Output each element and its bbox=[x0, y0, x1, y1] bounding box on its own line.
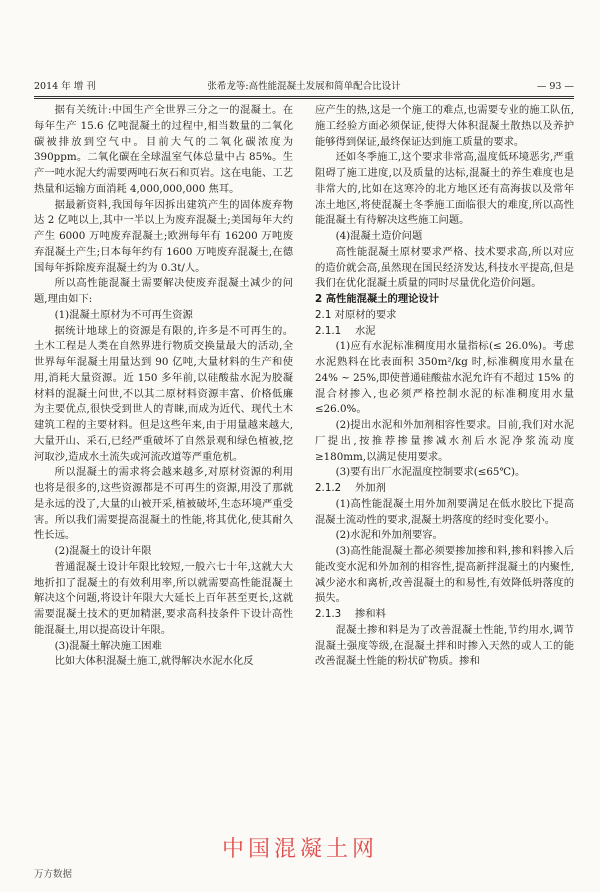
paragraph: (3)要有出厂水泥温度控制要求(≤65℃)。 bbox=[335, 466, 526, 479]
subsubsection-heading bbox=[315, 481, 574, 497]
right-column bbox=[315, 103, 574, 670]
subsubsection-title: 外加剂 bbox=[355, 482, 386, 494]
paragraph: 还如冬季施工,这个要求非常高,温度低环境恶劣,严重阻碍了施工进度,以及质量的达标,混凝土的养生难度也是非常大的,比如在这寒冷的北方地区还有高海拔以及常年冻土地区,将使混凝土冬季施工面临很大的难度,所以高性能混凝土有待解决这些施工问题。 bbox=[315, 151, 574, 227]
journal-issue: 2014 年 增 刊 bbox=[34, 81, 96, 92]
paragraph: (2)水泥和外加剂要容。 bbox=[335, 529, 443, 542]
page-header bbox=[34, 80, 574, 94]
paragraph: 所以混凝土的需求将会越来越多,对原材资源的利用也将是很多的,这些资源都是不可再生的资源,用没了那就是永远的没了,大量的山被开采,植被破坏,生态环境严重受害。所以我们需要提高混凝土的性能,将其优化,使其耐久性长远。 bbox=[34, 466, 293, 542]
paragraph: 所以高性能混凝土需要解决使废弃混凝土减少的问题,理由如下: bbox=[34, 277, 293, 305]
subsubsection-title: 掺和料 bbox=[355, 608, 386, 620]
paragraph: 高性能混凝土原材要求严格、技术要求高,所以对应的造价就会高,虽然现在国民经济发达,科技水平提高,但是我们在优化混凝土质量的同时尽量优化造价问题。 bbox=[315, 245, 574, 290]
subsubsection-number: 2.1.3 bbox=[315, 608, 342, 620]
list-heading: (1)混凝土原材为不可再生资源 bbox=[54, 308, 193, 321]
paragraph: 比如大体积混凝土施工,就得解决水泥水化反 bbox=[54, 655, 254, 668]
subsection-heading: 2.1 对原材的要求 bbox=[315, 308, 397, 321]
subsubsection-number: 2.1.2 bbox=[315, 482, 342, 494]
paragraph: 据有关统计:中国生产全世界三分之一的混凝土。在每年生产 15.6 亿吨混凝土的过程中,相当数量的二氧化碳被排放到空气中。目前大气的二氧化碳浓度为 390ppm。二氧化碳在全球温室气体总量中占 85%。生产一吨水泥大约需要两吨石灰石和页岩。这在电能、工艺热量和运输方面消耗 4,000,000,000 焦耳。 bbox=[34, 104, 293, 195]
paragraph: 据最新资料,我国每年因拆出建筑产生的固体废弃物达 2 亿吨以上,其中一半以上为废弃混凝土;美国每年大约产生 6000 万吨废弃混凝土;欧洲每年有 16200 万吨废弃混凝土产生;日本每年约有 1600 万吨废弃混凝土,在德国每年拆除废弃混凝土约为 0.3t/人。 bbox=[34, 198, 293, 274]
paragraph: 普通混凝土设计年限比较短,一般六七十年,这就大大地折扣了混凝土的有效利用率,所以就需要高性能混凝土解决这个问题,将设计年限大大延长上百年甚至更长,这就需要混凝土技术的更加精湛,要求高科技条件下设计高性能混凝土,用以提高设计年限。 bbox=[34, 560, 293, 636]
subsubsection-heading bbox=[315, 607, 574, 623]
subsubsection-heading bbox=[315, 324, 574, 340]
subsubsection-title: 水泥 bbox=[355, 324, 376, 337]
left-column bbox=[34, 103, 293, 670]
paragraph: 混凝土掺和料是为了改善混凝土性能,节约用水,调节混凝土强度等级,在混凝土拌和时掺入天然的或人工的能改善混凝土性能的粉状矿物质。掺和 bbox=[315, 623, 574, 668]
list-heading: (3)混凝土解决施工困难 bbox=[54, 639, 162, 652]
site-watermark: 中国混凝土网 bbox=[221, 837, 378, 862]
paragraph: (1)高性能混凝土用外加剂要满足在低水胶比下提高混凝土流动性的要求,混凝土坍落度的经时变化要小。 bbox=[315, 497, 574, 526]
paragraph: 应产生的热,这是一个施工的难点,也需要专业的施工队伍,施工经验方面必须保证,使得大体积混凝土散热以及养护能够得到保证,最终保证达到施工质量的要求。 bbox=[315, 104, 574, 148]
header-rule-thick bbox=[34, 96, 574, 97]
paragraph: (2)提出水泥和外加剂相容性要求。目前,我们对水泥厂提出,按推荐掺量掺减水剂后水泥净浆流动度≥180mm,以满足使用要求。 bbox=[315, 419, 574, 463]
page-number: — 93 — bbox=[536, 81, 574, 92]
header-rule-thin bbox=[34, 98, 574, 99]
list-heading: (2)混凝土的设计年限 bbox=[54, 545, 152, 557]
running-title: 张希龙等:高性能混凝土发展和简单配合比设计 bbox=[207, 81, 401, 92]
footer-source: 万方数据 bbox=[34, 869, 73, 880]
subsubsection-number: 2.1.1 bbox=[315, 324, 342, 337]
paragraph: (1)应有水泥标准稠度用水量指标(≤ 26.0%)。考虑水泥熟料在比表面积 350m²/kg 时,标准稠度用水量在 24% ~ 25%,即使普通硅酸盐水泥允许有不超过 15% 的混合材掺入,也必须严格控制水泥的标准稠度用水量≤26.0%。 bbox=[315, 340, 574, 416]
paragraph: 据统计地球上的资源是有限的,许多是不可再生的。土木工程是人类在自然界进行物质交换量最大的活动,全世界每年混凝土用量达到 90 亿吨,大量材料的生产和使用,消耗大量资源。近 150 多年前,以硅酸盐水泥为胶凝材料的混凝土问世,不以其二原材料资源丰富、价格低廉为主要优点,很快受到世人的青睐,而成为近代、现代土木建筑工程的主要材料。但是这些年来,由于用量越来越大,大量开山、采石,已经严重破坏了自然景观和绿色植被,挖河取沙,造成水土流失或河流改道等严重危机。 bbox=[34, 324, 293, 463]
paragraph: (3)高性能混凝土都必须要掺加掺和料,掺和料掺入后能改变水泥和外加剂的相容性,提高新拌混凝土的内聚性,减少泌水和离析,改善混凝土的和易性,有效降低坍落度的损失。 bbox=[315, 545, 574, 605]
list-heading: (4)混凝土造价问题 bbox=[335, 230, 423, 242]
section-heading: 2 高性能混凝土的理论设计 bbox=[315, 293, 440, 305]
